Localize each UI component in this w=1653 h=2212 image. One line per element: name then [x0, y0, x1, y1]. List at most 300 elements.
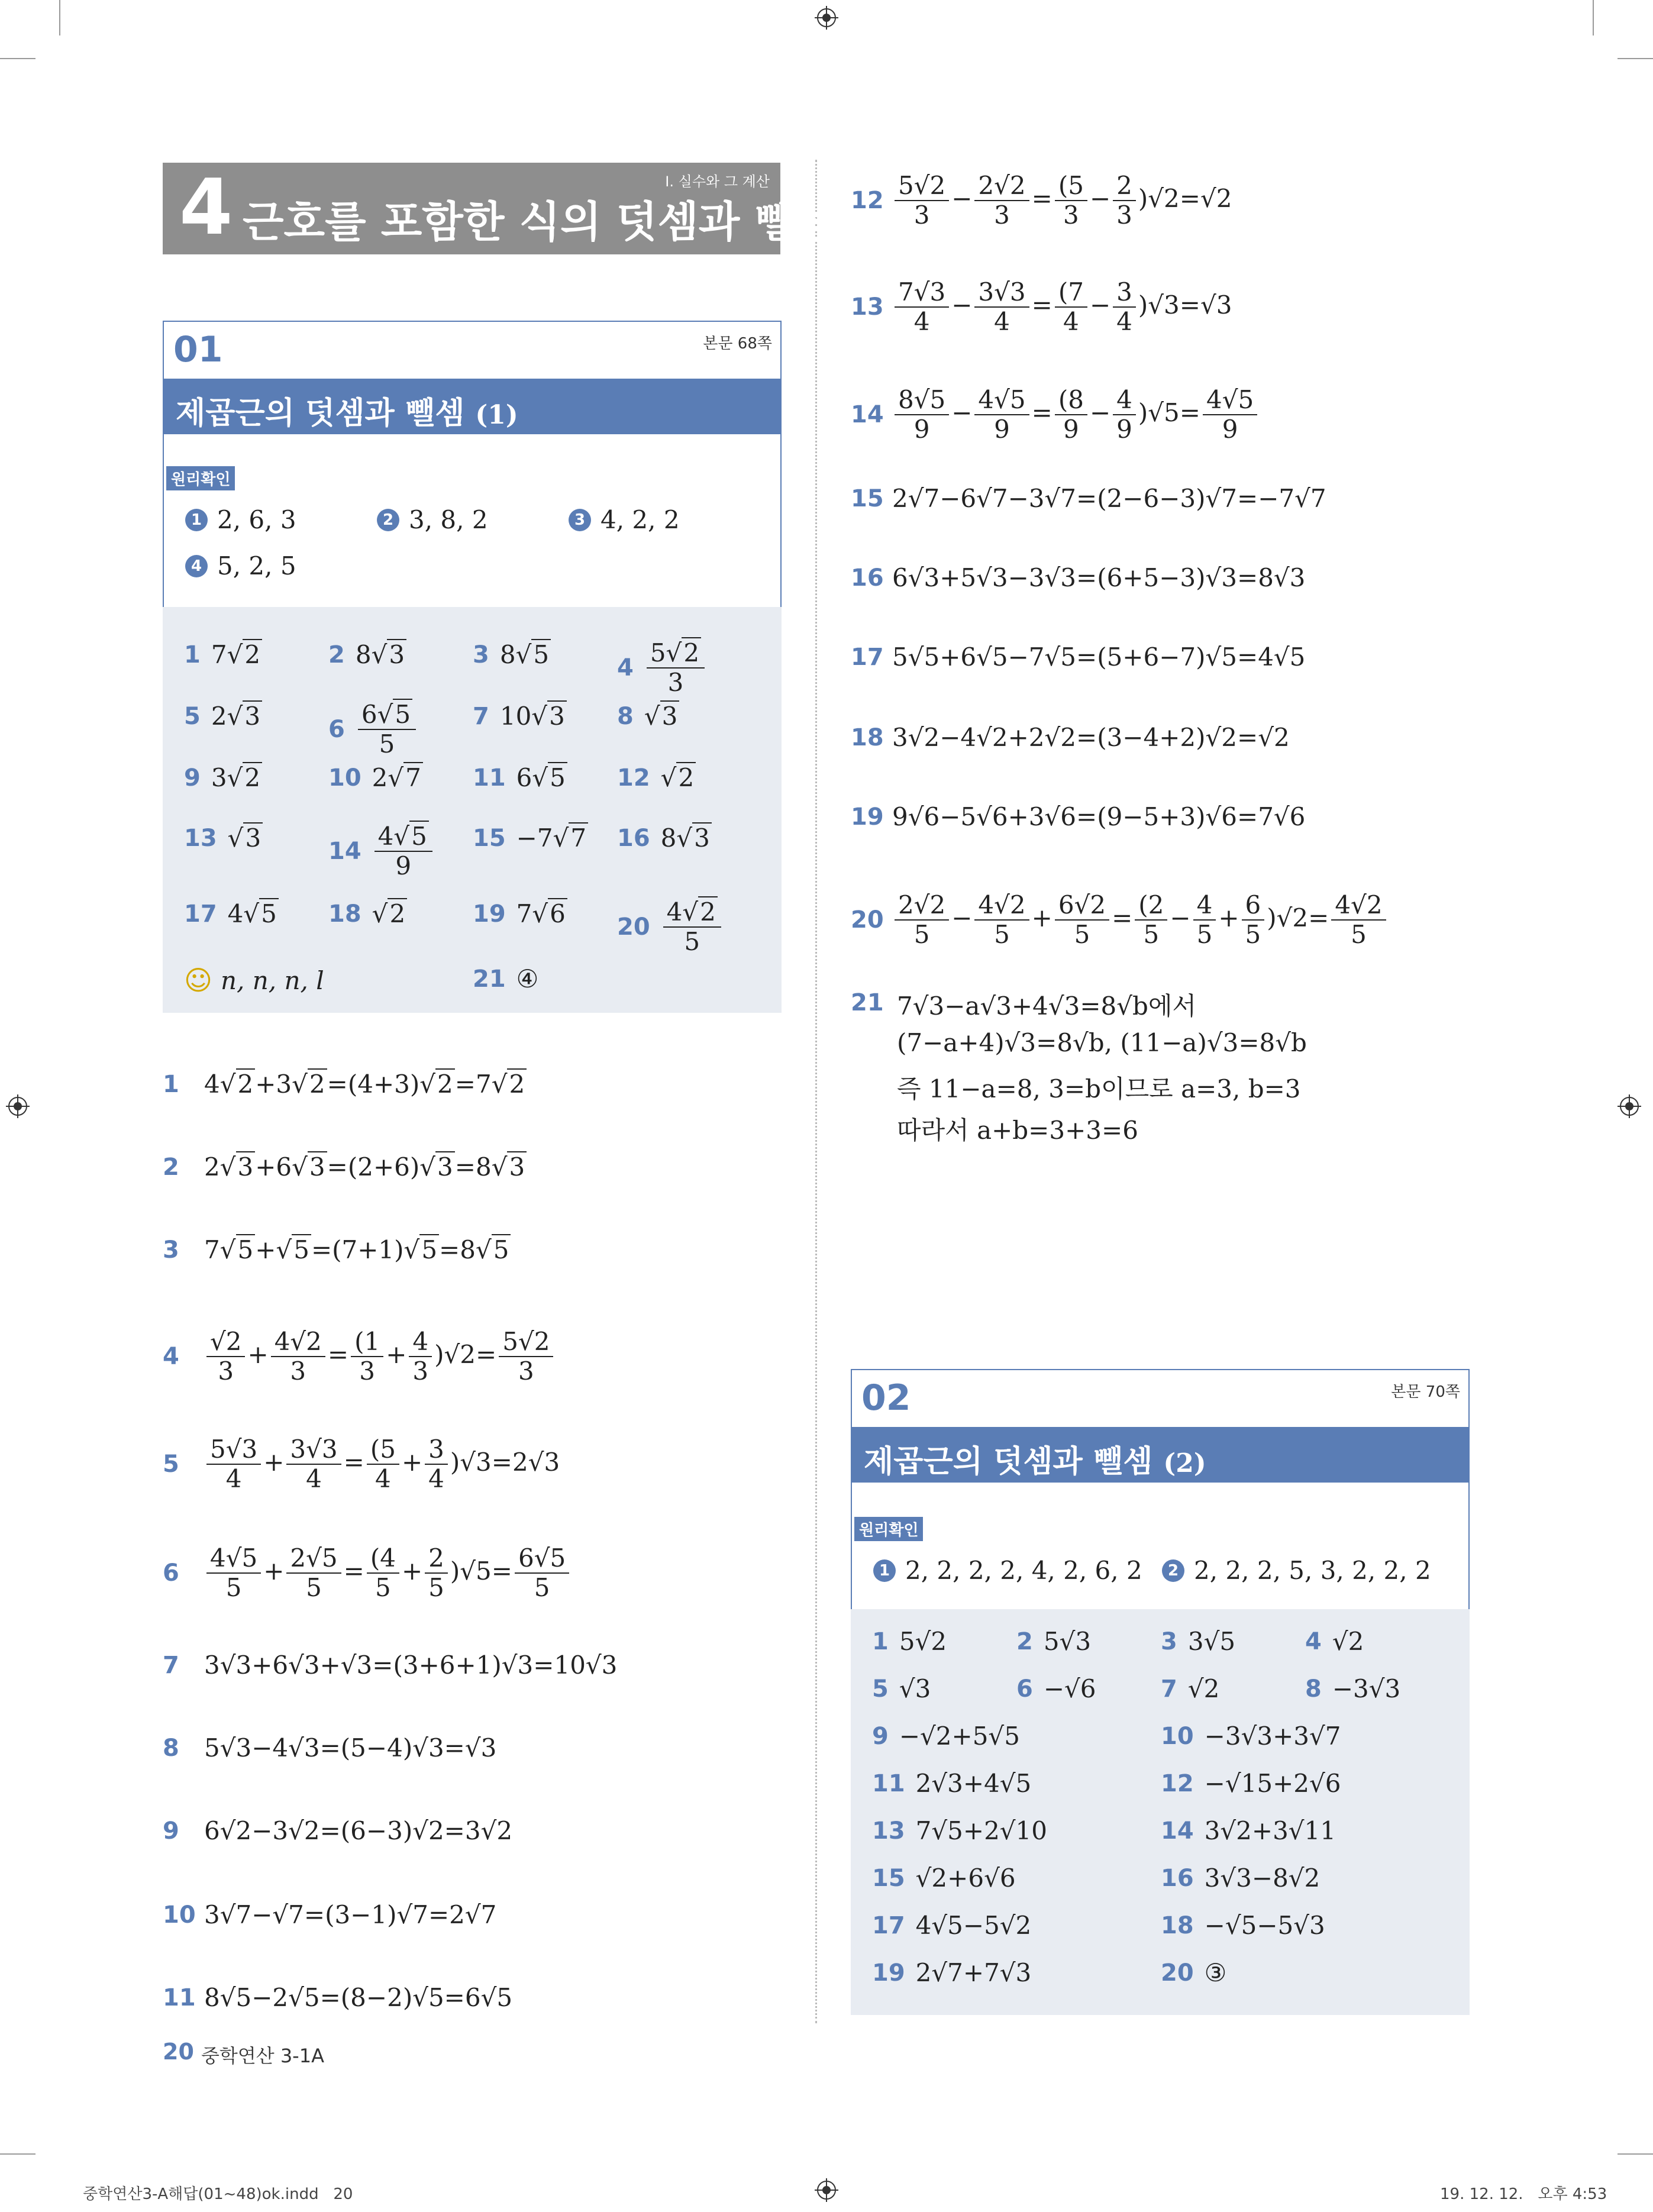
- operator: +: [1218, 903, 1239, 933]
- answer-value: 2√3+4√5: [915, 1769, 1032, 1798]
- denominator: 3: [1116, 201, 1132, 230]
- numerator: 3√3: [286, 1436, 341, 1465]
- coefficient: 6: [361, 700, 377, 729]
- numerator: [374, 824, 432, 852]
- numerator: 7√3: [895, 279, 949, 308]
- solution-row: [163, 1235, 511, 1264]
- solution-number: 16: [851, 564, 884, 592]
- sqrt-icon: [292, 1151, 327, 1181]
- fraction: [895, 173, 949, 228]
- concept-text: 2, 2, 2, 2, 4, 2, 6, 2: [905, 1556, 1142, 1585]
- radical-expression: [516, 824, 588, 852]
- numerator: (1: [351, 1329, 383, 1357]
- circled-number-icon: 2: [377, 509, 399, 531]
- numerator: [663, 899, 721, 928]
- fraction: [895, 279, 949, 335]
- fraction: [499, 1329, 553, 1384]
- concept-text: 4, 2, 2: [600, 505, 680, 534]
- solution-row: [851, 802, 1305, 831]
- radicand: 3: [236, 1151, 256, 1181]
- radicand: 3: [435, 1151, 455, 1181]
- numerator: 6√5: [515, 1545, 569, 1574]
- operator: −: [951, 184, 973, 214]
- radicand: 2: [388, 898, 407, 928]
- answer-number: 9: [184, 764, 201, 792]
- answer-number: 15: [473, 824, 506, 852]
- circled-number-icon: 1: [873, 1559, 896, 1582]
- radical-expression: [311, 1234, 439, 1264]
- solution-expression: [204, 1329, 556, 1384]
- coefficient: +6: [255, 1152, 292, 1181]
- numerator: (5: [1055, 173, 1087, 201]
- answer-number: 11: [872, 1769, 905, 1797]
- solution-expression: 3√7−√7=(3−1)√7=2√7: [204, 1900, 497, 1929]
- answer-item: [1305, 1627, 1364, 1656]
- fraction: [974, 173, 1029, 228]
- solution-expression: 3√3+6√3+√3=(3+6+1)√3=10√3: [204, 1651, 618, 1680]
- crop-mark: [59, 0, 60, 35]
- denominator: 3: [994, 201, 1010, 230]
- answer-item: [1161, 1816, 1336, 1845]
- answer-item: [872, 1722, 1020, 1751]
- registration-mark-icon: [1618, 1094, 1641, 1118]
- answer-number: 7: [473, 702, 489, 730]
- answer-value: √3: [899, 1674, 931, 1703]
- circled-number-icon: 3: [569, 509, 591, 531]
- operator: 2√3: [512, 1448, 560, 1477]
- operator: =: [491, 1557, 512, 1586]
- radical-expression: [327, 1151, 455, 1181]
- radical-expression: [500, 702, 567, 731]
- book-title: 중학연산 3-1A: [201, 2045, 324, 2067]
- section-01-box: [163, 321, 782, 608]
- radicand: 2: [243, 639, 262, 669]
- coefficient: 2: [204, 1152, 220, 1181]
- solution-number: 6: [163, 1559, 179, 1587]
- answer-value: 3√5: [1187, 1627, 1236, 1656]
- coefficient: +: [255, 1235, 276, 1264]
- radical-expression: [372, 763, 423, 792]
- answer-value: 7√5+2√10: [915, 1816, 1047, 1845]
- denominator: 5: [225, 1573, 242, 1603]
- answer-value: √2: [1187, 1674, 1220, 1703]
- coefficient: 3: [211, 763, 227, 792]
- answer-number: 8: [617, 702, 634, 730]
- answer-item: [1161, 1769, 1341, 1798]
- paren: )√2: [434, 1340, 476, 1370]
- solution-number: 12: [851, 187, 884, 215]
- operator: =: [327, 1340, 349, 1370]
- fraction: [515, 1545, 569, 1601]
- registration-mark-icon: [6, 1094, 30, 1118]
- answer-item: [872, 1816, 1047, 1845]
- denominator: 3: [412, 1357, 429, 1386]
- fraction: [895, 892, 949, 948]
- coefficient: =8: [454, 1152, 492, 1181]
- operator: −: [1089, 290, 1111, 320]
- coefficient: 4: [666, 897, 683, 926]
- radical-expression: [372, 899, 408, 928]
- radicand: 7: [403, 762, 423, 792]
- denominator: 5: [1074, 920, 1090, 950]
- answer-value: 3√2+3√11: [1204, 1816, 1336, 1845]
- concept-item: [185, 551, 296, 580]
- sqrt-icon: [228, 822, 263, 852]
- operator: +: [263, 1448, 285, 1477]
- numerator: 5√2: [895, 173, 949, 201]
- answer-number: 12: [1161, 1769, 1194, 1797]
- concept-text: 2, 2, 2, 5, 3, 2, 2, 2: [1194, 1556, 1431, 1585]
- answer-number: 11: [473, 764, 506, 792]
- radical-expression: [228, 899, 279, 928]
- concept-item: [377, 505, 488, 534]
- radical-expression: [439, 1234, 511, 1264]
- coefficient: =(7+1): [311, 1235, 404, 1264]
- answer-item: [473, 640, 551, 669]
- solution-line: 즉 11−a=8, 3=b이므로 a=3, b=3: [897, 1074, 1301, 1103]
- answer-item: [328, 824, 435, 879]
- section-02-box: [851, 1369, 1470, 1610]
- sqrt-icon: [644, 700, 680, 731]
- operator: =: [1031, 398, 1053, 428]
- smile-answer: [184, 964, 324, 996]
- fraction: [1135, 892, 1167, 948]
- radical-expression: [516, 899, 567, 928]
- solution-number: 10: [163, 1901, 196, 1929]
- fraction: [425, 1545, 448, 1601]
- operator: =: [1179, 290, 1200, 320]
- operator: =: [343, 1448, 364, 1477]
- radicand: 2: [507, 1068, 527, 1099]
- denominator: 5: [379, 729, 395, 759]
- sqrt-icon: [276, 1234, 311, 1264]
- crop-mark: [0, 2153, 35, 2155]
- radicand: 3: [387, 639, 406, 669]
- radicand: 3: [243, 700, 262, 731]
- numerator: (8: [1055, 387, 1087, 415]
- solution-number: 9: [163, 1817, 179, 1845]
- page-number: 20: [163, 2039, 194, 2065]
- operator: +: [247, 1340, 269, 1370]
- operator: +: [401, 1557, 423, 1586]
- answer-item: [617, 899, 724, 955]
- answer-value: −3√3+3√7: [1204, 1722, 1341, 1751]
- answer-number: 9: [872, 1722, 889, 1750]
- answer-item: [184, 763, 262, 792]
- numerator: (4: [367, 1545, 399, 1574]
- radicand: 5: [236, 1234, 256, 1264]
- radical-expression: [204, 1234, 255, 1264]
- answer-item: [184, 702, 262, 731]
- answer-item: [617, 763, 696, 792]
- fraction: [1113, 173, 1136, 228]
- radicand: 2: [435, 1068, 455, 1099]
- solution-expression: [892, 279, 1232, 335]
- radicand: 5: [419, 1234, 439, 1264]
- crop-mark: [1618, 58, 1653, 59]
- radicand: 2: [308, 1068, 327, 1099]
- solution-row: [163, 1545, 572, 1601]
- answer-item: [184, 824, 263, 852]
- answer-number: 1: [872, 1627, 889, 1655]
- smiley-icon: ☺: [184, 964, 212, 996]
- file-info: 중학연산3-A해답(01~48)ok.indd 20: [83, 2185, 353, 2203]
- section-title-bar: [164, 379, 780, 434]
- sqrt-icon: [553, 822, 589, 852]
- solution-row: [163, 1152, 527, 1181]
- solution-number: 8: [163, 1734, 179, 1762]
- solution-row: [163, 1070, 527, 1099]
- answer-value: 3√3−8√2: [1204, 1864, 1321, 1893]
- solution-row: [163, 1651, 617, 1680]
- section-title: [176, 388, 518, 432]
- numerator: [358, 702, 416, 730]
- answer-item: [1161, 1911, 1325, 1940]
- coefficient: 8: [499, 640, 516, 669]
- solution-number: 14: [851, 401, 884, 429]
- answer-item: [872, 1627, 947, 1656]
- operator: −: [1089, 184, 1111, 214]
- solution-row: [851, 642, 1305, 671]
- radical-expression: [661, 763, 696, 792]
- section-number: 01: [173, 329, 223, 370]
- fraction: [358, 702, 416, 757]
- numerator: 3: [1113, 279, 1136, 308]
- answer-item: [872, 1769, 1031, 1798]
- answer-value: −√5−5√3: [1204, 1911, 1325, 1940]
- answer-item: [473, 899, 567, 928]
- fraction: [1055, 173, 1087, 228]
- answer-value: −√6: [1043, 1674, 1096, 1703]
- answer-item: [872, 1958, 1031, 1987]
- answer-item: [328, 640, 406, 669]
- radical-expression: [211, 702, 262, 731]
- concept-item: [1162, 1556, 1431, 1585]
- denominator: 9: [1116, 415, 1132, 444]
- denominator: 5: [1196, 920, 1213, 950]
- solution-expression: [204, 1545, 572, 1601]
- answer-item: [328, 763, 423, 792]
- answer-number: 17: [184, 900, 217, 928]
- denominator: 4: [306, 1464, 322, 1494]
- sqrt-icon: [676, 822, 712, 852]
- paren: )√3: [1138, 290, 1180, 320]
- denominator: 3: [667, 668, 684, 697]
- numerator: √2: [206, 1329, 245, 1357]
- radicand: 5: [492, 1234, 511, 1264]
- paren: )√5: [1138, 398, 1180, 428]
- radicand: 3: [547, 700, 567, 731]
- fraction: [206, 1545, 261, 1601]
- solution-row: [163, 1983, 512, 2012]
- answer-item: [1161, 1864, 1320, 1893]
- fraction: [1113, 387, 1136, 443]
- radicand: 5: [548, 762, 567, 792]
- solution-line: 7√3−a√3+4√3=8√b에서: [897, 992, 1197, 1021]
- page-ref: 본문 68쪽: [703, 335, 772, 353]
- radical-expression: [211, 763, 262, 792]
- fraction: [1113, 279, 1136, 335]
- operator: √2: [1200, 184, 1232, 214]
- answer-number: 16: [1161, 1864, 1194, 1892]
- operator: −: [951, 290, 973, 320]
- answer-number: 4: [617, 654, 634, 682]
- sqrt-icon: [666, 637, 702, 667]
- solution-expression: 8√5−2√5=(8−2)√5=6√5: [204, 1983, 513, 2012]
- coefficient: 4: [377, 822, 394, 851]
- solution-number: 3: [163, 1236, 179, 1264]
- coefficient: 7: [516, 899, 532, 928]
- fraction: [1193, 892, 1216, 948]
- fraction: [351, 1329, 383, 1384]
- numerator: 4√2: [271, 1329, 325, 1357]
- coefficient: 4: [204, 1070, 220, 1099]
- section-title: [864, 1436, 1206, 1481]
- answer-number: 15: [872, 1864, 905, 1892]
- circled-number-icon: 2: [1162, 1559, 1184, 1582]
- fraction: [974, 387, 1029, 443]
- sqrt-icon: [393, 821, 429, 851]
- answer-number: 1: [184, 641, 201, 669]
- fraction: [663, 899, 721, 955]
- answer-panel-01: [163, 607, 782, 1013]
- answer-item: [184, 640, 262, 669]
- solution-expression: 9√6−5√6+3√6=(9−5+3)√6=7√6: [892, 802, 1306, 831]
- radicand: 3: [243, 822, 263, 852]
- operator: −: [951, 903, 973, 933]
- coefficient: 4: [227, 899, 244, 928]
- numerator: 2: [425, 1545, 448, 1574]
- chapter-title: 근호를 포함한 식의 덧셈과 뺄셈: [243, 197, 837, 247]
- radicand: 2: [698, 896, 718, 926]
- solution-expression: [204, 1436, 560, 1492]
- concept-text: 5, 2, 5: [217, 551, 296, 580]
- answer-number: 3: [1161, 1627, 1177, 1655]
- sqrt-icon: [419, 1068, 455, 1099]
- fraction: [367, 1545, 399, 1601]
- paren: )√5: [450, 1557, 492, 1586]
- denominator: 4: [225, 1464, 242, 1494]
- answer-number: 13: [184, 824, 217, 852]
- solution-row: [851, 892, 1389, 948]
- solution-number: 20: [851, 906, 884, 934]
- radical-expression: [500, 640, 551, 669]
- radicand: 3: [692, 822, 712, 852]
- section-title-suffix: (2): [1163, 1448, 1206, 1478]
- answer-item: [473, 824, 588, 852]
- answer-value: 5√2: [899, 1627, 947, 1656]
- numerator: 5√2: [499, 1329, 553, 1357]
- radicand: 5: [292, 1234, 311, 1264]
- answer-number: 2: [328, 641, 345, 669]
- sqrt-icon: [388, 762, 423, 792]
- fraction: [409, 1329, 432, 1384]
- fraction: [1203, 387, 1257, 443]
- fraction: [367, 1436, 399, 1492]
- page-ref: 본문 70쪽: [1391, 1383, 1460, 1401]
- operator: +: [386, 1340, 407, 1370]
- solution-number: 5: [163, 1451, 179, 1478]
- answer-number: 18: [328, 900, 361, 928]
- fraction: [1331, 892, 1386, 948]
- numerator: 4√2: [974, 892, 1029, 921]
- solution-number: 1: [163, 1070, 179, 1098]
- numerator: 6: [1242, 892, 1265, 921]
- denominator: 9: [913, 415, 930, 444]
- operator: +: [401, 1448, 423, 1477]
- answer-value: −√15+2√6: [1204, 1769, 1341, 1798]
- solution-row: [851, 723, 1290, 752]
- answer-value: 2√7+7√3: [915, 1958, 1032, 1987]
- denominator: 5: [375, 1573, 391, 1603]
- fraction: [1242, 892, 1265, 948]
- radicand: 5: [409, 821, 429, 851]
- answer-item: [617, 824, 712, 852]
- denominator: 9: [395, 851, 412, 881]
- numerator: 4√5: [1203, 387, 1257, 415]
- solution-expression: 5√5+6√5−7√5=(5+6−7)√5=4√5: [892, 642, 1306, 671]
- denominator: 5: [1143, 920, 1160, 950]
- solution-row: [163, 1816, 512, 1845]
- solution-row: [851, 484, 1326, 513]
- answer-number: 5: [872, 1675, 889, 1703]
- solution-number: 15: [851, 485, 884, 512]
- column-divider: [815, 160, 817, 2023]
- operator: =: [476, 1340, 497, 1370]
- numerator: 2: [1113, 173, 1136, 201]
- fraction: [1055, 279, 1087, 335]
- radicand: 7: [569, 822, 588, 852]
- solution-expression: 2√7−6√7−3√7=(2−6−3)√7=−7√7: [892, 484, 1326, 513]
- concept-label: 원리확인: [854, 1517, 923, 1541]
- fraction: [647, 640, 705, 696]
- operator: =: [1179, 184, 1200, 214]
- denominator: 9: [1222, 415, 1238, 444]
- sqrt-icon: [531, 700, 567, 731]
- radicand: 2: [676, 762, 696, 792]
- radical-expression: [516, 763, 567, 792]
- answer-number: 18: [1161, 1911, 1194, 1939]
- numerator: 5√3: [206, 1436, 261, 1465]
- denominator: 3: [1063, 201, 1079, 230]
- sqrt-icon: [377, 699, 413, 729]
- denominator: 9: [994, 415, 1010, 444]
- answer-item: [473, 763, 567, 792]
- denominator: 5: [1351, 920, 1367, 950]
- radicand: 2: [236, 1068, 256, 1099]
- operator: √3: [1200, 290, 1232, 320]
- coefficient: 5: [650, 638, 666, 667]
- solution-expression: 6√2−3√2=(6−3)√2=3√2: [204, 1816, 513, 1845]
- operator: =: [1031, 290, 1053, 320]
- denominator: 5: [913, 920, 930, 950]
- coefficient: =(2+6): [327, 1152, 420, 1181]
- answer-number: 6: [328, 716, 345, 744]
- solution-expression: [204, 1070, 527, 1099]
- answer-panel-02: [851, 1609, 1470, 2015]
- radical-expression: [667, 896, 718, 926]
- answer-number: 14: [328, 838, 361, 866]
- fraction: [286, 1436, 341, 1492]
- denominator: 3: [218, 1357, 234, 1386]
- denominator: 4: [1063, 307, 1079, 337]
- answer-value: 4√5−5√2: [915, 1911, 1032, 1940]
- denominator: 4: [913, 307, 930, 337]
- solution-number: 18: [851, 724, 884, 751]
- concept-item: [873, 1556, 1142, 1585]
- operator: −: [1089, 398, 1111, 428]
- crop-mark: [0, 58, 35, 59]
